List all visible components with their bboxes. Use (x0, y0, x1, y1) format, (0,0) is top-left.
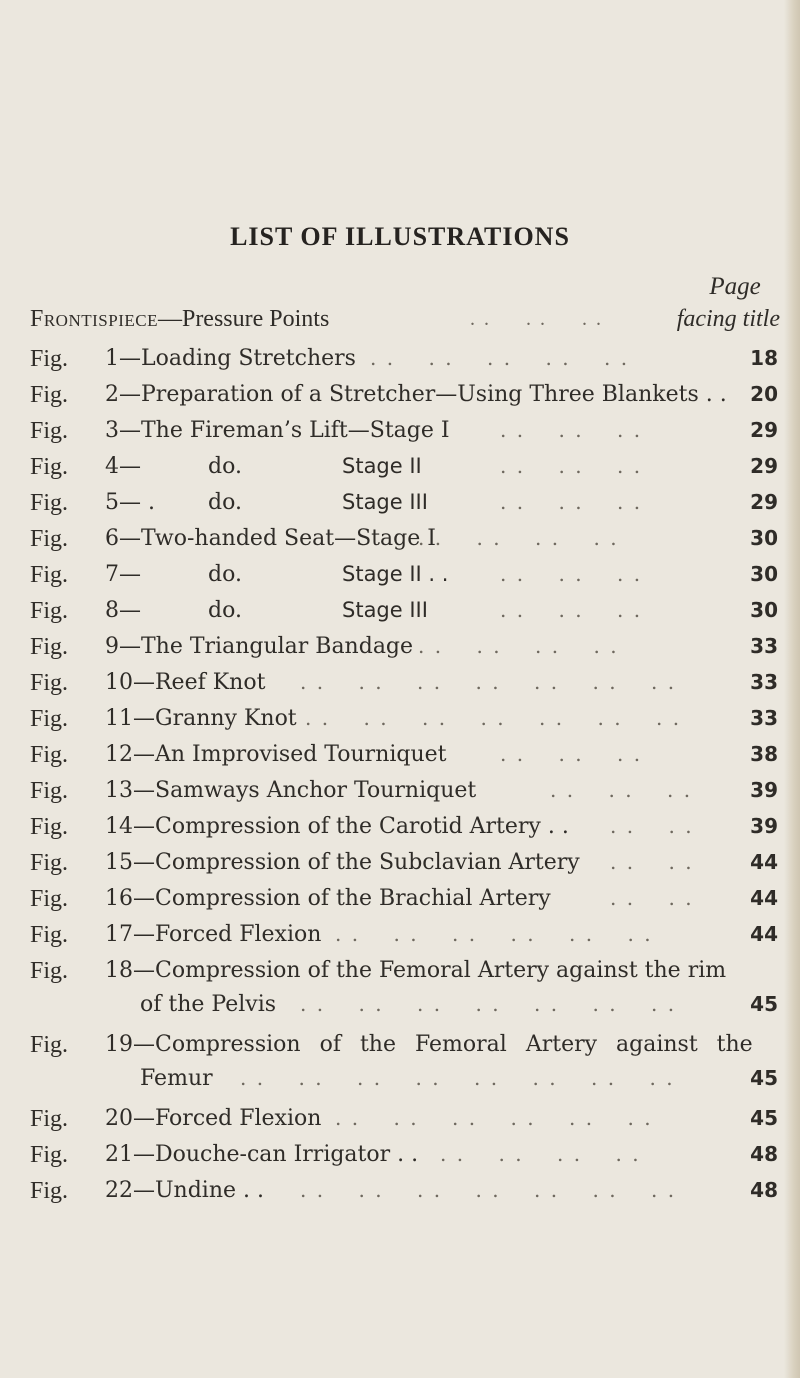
leader-dots: . . . . . . . . . . . . . . (305, 706, 682, 730)
figure-page: 30 (750, 598, 778, 622)
leader-dots: . . . . . . . . . . . . . . . . (240, 1066, 675, 1090)
figure-caption: 19—Compression of the Femoral Artery against the (105, 1032, 753, 1057)
fig-prefix: Fig. (30, 454, 69, 480)
fig-prefix: Fig. (30, 742, 69, 768)
list-item (30, 850, 782, 884)
figure-caption: 2—Preparation of a Stretcher—Using Three Blankets . . (105, 382, 727, 407)
figure-caption-continuation: Femur (140, 1066, 213, 1091)
fig-prefix: Fig. (30, 958, 69, 984)
figure-page: 48 (750, 1178, 778, 1202)
leader-dots: . . . . . . . . . . . . (335, 922, 653, 946)
ditto-mark: do. (208, 598, 242, 623)
leader-dots: . . . . . . . . . . . . . . (300, 670, 677, 694)
fig-prefix: Fig. (30, 598, 69, 624)
list-item (30, 778, 782, 812)
fig-prefix: Fig. (30, 562, 69, 588)
figure-caption-continuation: of the Pelvis (140, 992, 277, 1017)
figure-caption: 7— (105, 562, 141, 587)
figure-caption: 6—Two-handed Seat—Stage I (105, 526, 436, 551)
figure-caption: 1—Loading Stretchers (105, 346, 356, 371)
ditto-mark: do. (208, 562, 242, 587)
frontispiece-caption (30, 306, 329, 333)
fig-prefix: Fig. (30, 1178, 69, 1204)
figure-page: 33 (750, 634, 778, 658)
figure-caption: 15—Compression of the Subclavian Artery (105, 850, 580, 875)
fig-prefix: Fig. (30, 634, 69, 660)
figure-caption: 18—Compression of the Femoral Artery against the rim (105, 958, 727, 983)
fig-prefix: Fig. (30, 778, 69, 804)
figure-page: 45 (750, 1106, 778, 1130)
figure-page: 44 (750, 922, 778, 946)
frontispiece-page: facing title (676, 306, 780, 332)
figure-page: 39 (750, 778, 778, 802)
fig-prefix: Fig. (30, 850, 69, 876)
figure-caption: 9—The Triangular Bandage (105, 634, 414, 659)
fig-prefix: Fig. (30, 1032, 69, 1058)
leader-dots: . . . . . . . . (418, 634, 619, 658)
figure-page: 44 (750, 886, 778, 910)
list-item (30, 922, 782, 956)
fig-prefix: Fig. (30, 886, 69, 912)
leader-dots: . . . . . . . . (418, 526, 619, 550)
list-item (30, 742, 782, 776)
figure-caption: 12—An Improvised Tourniquet (105, 742, 447, 767)
fig-prefix: Fig. (30, 922, 69, 948)
figure-page: 29 (750, 454, 778, 478)
figure-caption: 10—Reef Knot (105, 670, 266, 695)
fig-prefix: Fig. (30, 1142, 69, 1168)
list-item (30, 418, 782, 452)
leader-dots: . . . . . . (500, 598, 643, 622)
figure-page: 30 (750, 526, 778, 550)
figure-page: 20 (750, 382, 778, 406)
frontispiece-label: Frontispiece (30, 306, 158, 332)
ditto-mark: do. (208, 490, 242, 515)
figure-caption: 8— (105, 598, 141, 623)
list-item (30, 1178, 782, 1212)
figure-caption: 17—Forced Flexion (105, 922, 322, 947)
leader-dots: . . . . (610, 886, 694, 910)
list-item (30, 526, 782, 560)
figure-page: 38 (750, 742, 778, 766)
leader-dots: . . . . (610, 814, 694, 838)
list-item (30, 490, 782, 524)
leader-dots: . . . . . . (470, 308, 603, 330)
figure-caption: 21—Douche-can Irrigator . . (105, 1142, 419, 1167)
list-item (30, 1106, 782, 1140)
figure-page: 48 (750, 1142, 778, 1166)
figure-caption: 14—Compression of the Carotid Artery . . (105, 814, 569, 839)
leader-dots: . . . . . . (500, 454, 643, 478)
list-item (30, 598, 782, 632)
figure-page: 18 (750, 346, 778, 370)
leader-dots: . . . . . . (550, 778, 693, 802)
leader-dots: . . . . . . . . . . . . (335, 1106, 653, 1130)
figure-caption: 22—Undine . . (105, 1178, 264, 1203)
list-item (30, 814, 782, 848)
fig-prefix: Fig. (30, 490, 69, 516)
fig-prefix: Fig. (30, 382, 69, 408)
figure-page: 44 (750, 850, 778, 874)
figure-stage: Stage II (342, 454, 422, 478)
figure-caption: 3—The Fireman’s Lift—Stage I (105, 418, 450, 443)
page-title: LIST OF ILLUSTRATIONS (230, 222, 570, 251)
leader-dots: . . . . . . (500, 490, 643, 514)
figure-page: 30 (750, 562, 778, 586)
leader-dots: . . . . . . (500, 418, 643, 442)
figure-page: 33 (750, 670, 778, 694)
list-item (30, 1142, 782, 1176)
leader-dots: . . . . . . (500, 562, 643, 586)
figure-caption: 16—Compression of the Brachial Artery (105, 886, 551, 911)
list-item (30, 1032, 782, 1102)
figure-caption: 4— (105, 454, 141, 479)
fig-prefix: Fig. (30, 706, 69, 732)
list-item (30, 454, 782, 488)
list-item (30, 346, 782, 380)
fig-prefix: Fig. (30, 526, 69, 552)
figure-stage: Stage III (342, 598, 428, 622)
figure-page: 29 (750, 490, 778, 514)
figure-caption: 11—Granny Knot (105, 706, 297, 731)
leader-dots: . . . . (610, 850, 694, 874)
figure-page: 39 (750, 814, 778, 838)
figure-caption: 20—Forced Flexion (105, 1106, 322, 1131)
figure-page: 45 (750, 992, 778, 1016)
list-item (30, 958, 782, 1028)
leader-dots: . . . . . . . . . . (370, 346, 630, 370)
list-item (30, 562, 782, 596)
figure-page: 33 (750, 706, 778, 730)
figure-page: 29 (750, 418, 778, 442)
leader-dots: . . . . . . . . . . . . . . (300, 992, 677, 1016)
figure-page: 45 (750, 1066, 778, 1090)
fig-prefix: Fig. (30, 814, 69, 840)
list-item (30, 886, 782, 920)
figure-caption: 13—Samways Anchor Tourniquet (105, 778, 477, 803)
list-item (30, 706, 782, 740)
frontispiece-title: —Pressure Points (157, 306, 330, 332)
figure-stage: Stage III (342, 490, 428, 514)
list-item (30, 382, 782, 416)
figure-caption: 5— . (105, 490, 155, 515)
list-item (30, 634, 782, 668)
fig-prefix: Fig. (30, 670, 69, 696)
fig-prefix: Fig. (30, 1106, 69, 1132)
ditto-mark: do. (208, 454, 242, 479)
fig-prefix: Fig. (30, 418, 69, 444)
leader-dots: . . . . . . (500, 742, 643, 766)
page-column-header: Page (709, 273, 761, 300)
list-item (30, 670, 782, 704)
leader-dots: . . . . . . . . (440, 1142, 641, 1166)
frontispiece-entry (30, 306, 780, 340)
leader-dots: . . . . . . . . . . . . . . (300, 1178, 677, 1202)
figure-stage: Stage II . . (342, 562, 449, 586)
fig-prefix: Fig. (30, 346, 69, 372)
